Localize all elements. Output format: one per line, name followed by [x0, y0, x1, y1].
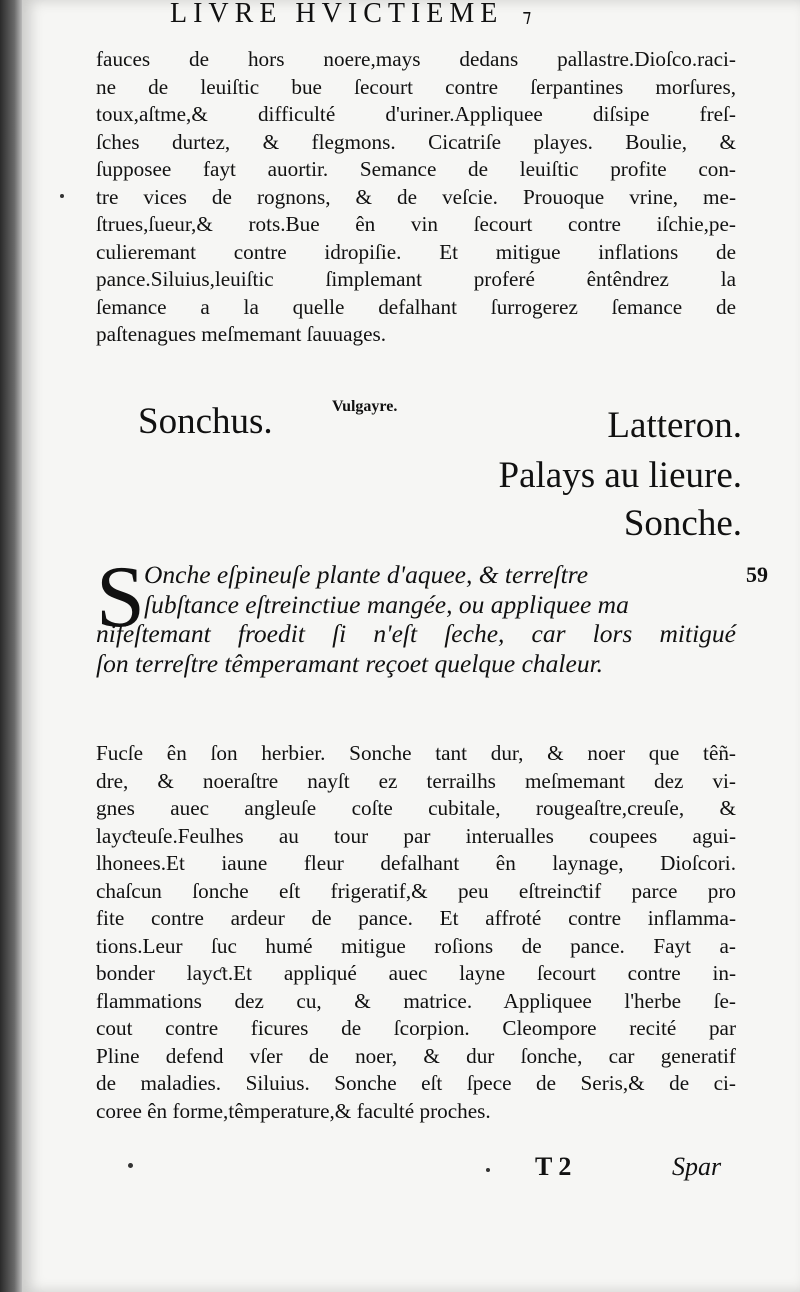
margin-number: 59	[746, 562, 768, 587]
ink-speck	[486, 1168, 490, 1172]
text-line: Onche eſpineuſe plante d'aquee, & terreſtre	[144, 560, 589, 589]
text-line: pance.Siluius,leuiſtic ſimplemant proferé êntêndrez la	[96, 267, 736, 291]
text-line: tre vices de rognons, & de veſcie. Prouoque vrine, me-	[96, 184, 736, 209]
text-line: fite contre ardeur de pance. Et affroté contre inflamma-	[96, 906, 736, 930]
text-line: dre, & noeraſtre nayſt ez terrailhs meſmemant dez vi-	[96, 768, 736, 793]
drop-capital: S	[96, 549, 145, 646]
heading-french-name: Latteron.	[607, 405, 742, 446]
text-line: ne de leuiſtic bue ſecourt contre ſerpantines morſures,	[96, 74, 736, 99]
text-line: ſches durtez, & flegmons. Cicatriſe playes. Boulie, &	[96, 129, 736, 154]
text-line: toux,aſtme,& difficulté d'uriner.Appliquee diſsipe freſ-	[96, 102, 736, 126]
text-line: ſon terreſtre têmperamant reçoet quelque chaleur.	[96, 648, 604, 678]
text-line: ſtrues,ſueur,& rots.Bue ên vin ſecourt contre iſchie,pe-	[96, 212, 736, 236]
running-head-text: LIVRE HVICTIEME	[170, 0, 504, 29]
text-line: paſtenagues meſmemant ſauuages.	[96, 322, 387, 346]
text-line: Pline defend vſer de noer, & dur ſonche, car generatif	[96, 1043, 736, 1068]
top-paragraph	[96, 46, 736, 349]
intro-paragraph	[96, 560, 736, 678]
signature-mark: T 2	[535, 1152, 572, 1181]
text-line: coree ên forme,têmperature,& faculté proches.	[96, 1098, 491, 1123]
text-line: ſemance a la quelle defalhant ſurrogerez ſemance de	[96, 294, 736, 319]
text-line: lhonees.Et iaune fleur defalhant ên laynage, Dioſcori.	[96, 851, 736, 875]
text-line: gnes auec angleuſe coſte cubitale, rougeaſtre,creuſe, &	[96, 796, 736, 820]
page-edge-shadow	[0, 0, 24, 1292]
text-line: ſubſtance eſtreinctiue mangée, ou appliquee ma	[144, 589, 629, 619]
heading-french-name: Sonche.	[623, 503, 742, 544]
heading-vulgar-label: Vulgayre.	[332, 398, 398, 415]
text-line: Fucſe ên ſon herbier. Sonche tant dur, & noer que têñ-	[96, 741, 736, 765]
text-line: culieremant contre idropiſie. Et mitigue inflations de	[96, 239, 736, 264]
text-line: de maladies. Siluius. Sonche eſt ſpece de Seris,& de ci-	[96, 1071, 736, 1095]
text-line: ſupposee fayt auortir. Semance de leuiſtic profite con-	[96, 157, 736, 181]
catchword: Spar	[672, 1152, 722, 1181]
running-head-ornament: ⁊	[522, 6, 532, 26]
ink-speck	[60, 194, 64, 198]
ink-speck	[128, 1163, 133, 1168]
heading-latin-name: Sonchus.	[138, 401, 273, 442]
text-line: tions.Leur ſuc humé mitigue roſions de pance. Fayt a-	[96, 933, 736, 958]
text-line: layƈteuſe.Feulhes au tour par interualles coupees agui-	[96, 823, 736, 848]
text-line: fauces de hors noere,mays dedans pallastre.Dioſco.raci-	[96, 47, 736, 71]
text-line: flammations dez cu, & matrice. Appliquee l'herbe ſe-	[96, 988, 736, 1013]
body-paragraph	[96, 740, 736, 1125]
text-line: cout contre ficures de ſcorpion. Cleompore recité par	[96, 1016, 736, 1040]
text-line: chaſcun ſonche eſt frigeratif,& peu eſtreinƈtif parce pro	[96, 878, 736, 903]
text-line: nifeſtemant froedit ſi n'eſt ſeche, car lors mitigué	[96, 619, 736, 648]
running-head	[170, 0, 650, 30]
text-line: bonder layƈt.Et appliqué auec layne ſecourt contre in-	[96, 961, 736, 985]
heading-french-name: Palays au lieure.	[498, 455, 742, 496]
